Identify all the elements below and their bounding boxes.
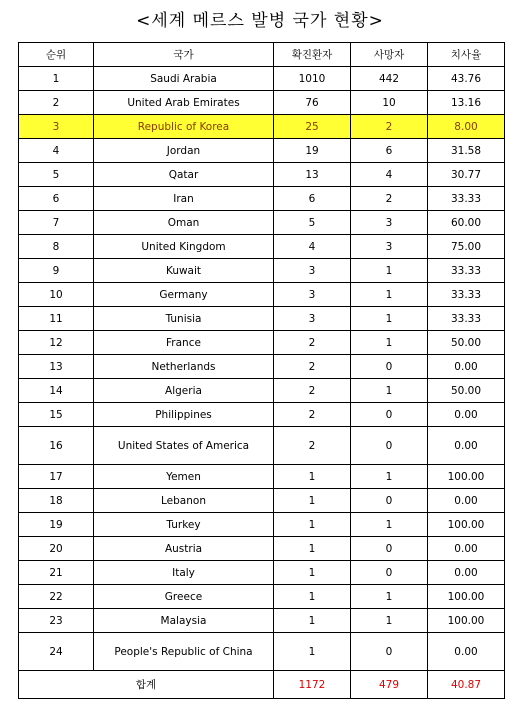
cell-fatality-rate: 75.00 (428, 235, 505, 259)
cell-deaths: 1 (351, 513, 428, 537)
cell-country: Greece (94, 585, 274, 609)
cell-deaths: 1 (351, 379, 428, 403)
cell-country: Malaysia (94, 609, 274, 633)
cell-confirmed: 2 (274, 403, 351, 427)
cell-fatality-rate: 13.16 (428, 91, 505, 115)
cell-fatality-rate: 43.76 (428, 67, 505, 91)
cell-country: Jordan (94, 139, 274, 163)
cell-confirmed: 2 (274, 331, 351, 355)
cell-country: Iran (94, 187, 274, 211)
mers-country-table (18, 42, 505, 699)
cell-fatality-rate: 100.00 (428, 465, 505, 489)
table-row (19, 163, 505, 187)
cell-deaths: 2 (351, 187, 428, 211)
table-row (19, 513, 505, 537)
page-title: <세계 메르스 발병 국가 현황> (136, 11, 384, 31)
cell-rank: 15 (19, 403, 94, 427)
cell-rank: 18 (19, 489, 94, 513)
cell-rank: 14 (19, 379, 94, 403)
cell-country: Yemen (94, 465, 274, 489)
cell-fatality-rate: 60.00 (428, 211, 505, 235)
cell-country: United Kingdom (94, 235, 274, 259)
cell-fatality-rate: 0.00 (428, 561, 505, 585)
cell-confirmed: 1 (274, 465, 351, 489)
cell-rank: 7 (19, 211, 94, 235)
cell-rank: 17 (19, 465, 94, 489)
cell-confirmed: 1 (274, 633, 351, 671)
cell-fatality-rate: 8.00 (428, 115, 505, 139)
cell-rank: 16 (19, 427, 94, 465)
header-deaths: 사망자 (351, 43, 428, 67)
cell-deaths: 0 (351, 561, 428, 585)
cell-country: Lebanon (94, 489, 274, 513)
cell-confirmed: 6 (274, 187, 351, 211)
table-row (19, 561, 505, 585)
cell-country: Philippines (94, 403, 274, 427)
cell-rank: 19 (19, 513, 94, 537)
table-row (19, 307, 505, 331)
cell-confirmed: 1 (274, 489, 351, 513)
cell-rank: 6 (19, 187, 94, 211)
cell-fatality-rate: 33.33 (428, 187, 505, 211)
cell-rank: 13 (19, 355, 94, 379)
cell-deaths: 0 (351, 537, 428, 561)
cell-deaths: 1 (351, 585, 428, 609)
cell-fatality-rate: 0.00 (428, 403, 505, 427)
cell-fatality-rate: 33.33 (428, 307, 505, 331)
cell-country: United States of America (94, 427, 274, 465)
cell-confirmed: 5 (274, 211, 351, 235)
cell-fatality-rate: 100.00 (428, 513, 505, 537)
table-row (19, 403, 505, 427)
table-row (19, 427, 505, 465)
table-row (19, 379, 505, 403)
cell-fatality-rate: 0.00 (428, 537, 505, 561)
cell-rank: 3 (19, 115, 94, 139)
cell-fatality-rate: 0.00 (428, 489, 505, 513)
cell-fatality-rate: 50.00 (428, 379, 505, 403)
cell-country: Turkey (94, 513, 274, 537)
cell-rank: 24 (19, 633, 94, 671)
table-row (19, 91, 505, 115)
cell-deaths: 1 (351, 283, 428, 307)
header-country: 국가 (94, 43, 274, 67)
table-row (19, 609, 505, 633)
cell-deaths: 3 (351, 211, 428, 235)
cell-deaths: 442 (351, 67, 428, 91)
cell-confirmed: 13 (274, 163, 351, 187)
cell-deaths: 0 (351, 489, 428, 513)
cell-deaths: 0 (351, 403, 428, 427)
cell-deaths: 0 (351, 355, 428, 379)
cell-deaths: 2 (351, 115, 428, 139)
cell-confirmed: 1 (274, 537, 351, 561)
cell-rank: 2 (19, 91, 94, 115)
cell-rank: 20 (19, 537, 94, 561)
cell-country: Kuwait (94, 259, 274, 283)
cell-confirmed: 3 (274, 307, 351, 331)
table-row (19, 115, 505, 139)
cell-fatality-rate: 0.00 (428, 633, 505, 671)
cell-deaths: 1 (351, 307, 428, 331)
table-row (19, 537, 505, 561)
cell-deaths: 4 (351, 163, 428, 187)
cell-confirmed: 2 (274, 379, 351, 403)
cell-confirmed: 1 (274, 561, 351, 585)
cell-deaths: 1 (351, 465, 428, 489)
table-header-row (19, 43, 505, 67)
cell-deaths: 1 (351, 609, 428, 633)
cell-deaths: 3 (351, 235, 428, 259)
cell-deaths: 0 (351, 427, 428, 465)
table-row (19, 235, 505, 259)
cell-rank: 22 (19, 585, 94, 609)
table-row (19, 211, 505, 235)
total-deaths: 479 (351, 671, 428, 699)
cell-deaths: 10 (351, 91, 428, 115)
cell-confirmed: 19 (274, 139, 351, 163)
table-row (19, 187, 505, 211)
cell-rank: 11 (19, 307, 94, 331)
cell-rank: 21 (19, 561, 94, 585)
table-row (19, 585, 505, 609)
cell-country: Algeria (94, 379, 274, 403)
cell-deaths: 6 (351, 139, 428, 163)
table-row (19, 139, 505, 163)
cell-rank: 4 (19, 139, 94, 163)
table-row (19, 465, 505, 489)
cell-rank: 8 (19, 235, 94, 259)
cell-rank: 23 (19, 609, 94, 633)
cell-rank: 5 (19, 163, 94, 187)
total-fatality-rate: 40.87 (428, 671, 505, 699)
cell-country: People's Republic of China (94, 633, 274, 671)
cell-fatality-rate: 0.00 (428, 427, 505, 465)
cell-country: Oman (94, 211, 274, 235)
cell-confirmed: 3 (274, 283, 351, 307)
cell-country: Netherlands (94, 355, 274, 379)
cell-country: France (94, 331, 274, 355)
table-row (19, 489, 505, 513)
cell-fatality-rate: 50.00 (428, 331, 505, 355)
cell-fatality-rate: 100.00 (428, 585, 505, 609)
cell-fatality-rate: 0.00 (428, 355, 505, 379)
cell-confirmed: 4 (274, 235, 351, 259)
table-row (19, 67, 505, 91)
cell-confirmed: 1 (274, 585, 351, 609)
table-row (19, 259, 505, 283)
cell-confirmed: 2 (274, 355, 351, 379)
header-fatality-rate: 치사율 (428, 43, 505, 67)
cell-fatality-rate: 30.77 (428, 163, 505, 187)
cell-confirmed: 2 (274, 427, 351, 465)
cell-country: Austria (94, 537, 274, 561)
cell-fatality-rate: 33.33 (428, 283, 505, 307)
header-rank: 순위 (19, 43, 94, 67)
cell-confirmed: 3 (274, 259, 351, 283)
total-confirmed: 1172 (274, 671, 351, 699)
cell-rank: 9 (19, 259, 94, 283)
cell-deaths: 1 (351, 259, 428, 283)
cell-fatality-rate: 33.33 (428, 259, 505, 283)
cell-country: Saudi Arabia (94, 67, 274, 91)
table-row (19, 355, 505, 379)
cell-rank: 10 (19, 283, 94, 307)
table-row (19, 633, 505, 671)
total-label: 합계 (19, 671, 274, 699)
cell-country: Italy (94, 561, 274, 585)
cell-confirmed: 25 (274, 115, 351, 139)
cell-country: Republic of Korea (94, 115, 274, 139)
cell-country: Germany (94, 283, 274, 307)
cell-deaths: 1 (351, 331, 428, 355)
cell-confirmed: 76 (274, 91, 351, 115)
cell-rank: 1 (19, 67, 94, 91)
cell-country: Tunisia (94, 307, 274, 331)
cell-confirmed: 1 (274, 513, 351, 537)
table-row (19, 331, 505, 355)
cell-fatality-rate: 100.00 (428, 609, 505, 633)
cell-confirmed: 1010 (274, 67, 351, 91)
cell-country: United Arab Emirates (94, 91, 274, 115)
cell-deaths: 0 (351, 633, 428, 671)
cell-country: Qatar (94, 163, 274, 187)
header-confirmed: 확진환자 (274, 43, 351, 67)
cell-confirmed: 1 (274, 609, 351, 633)
cell-rank: 12 (19, 331, 94, 355)
table-row (19, 283, 505, 307)
total-row (19, 671, 505, 699)
cell-fatality-rate: 31.58 (428, 139, 505, 163)
